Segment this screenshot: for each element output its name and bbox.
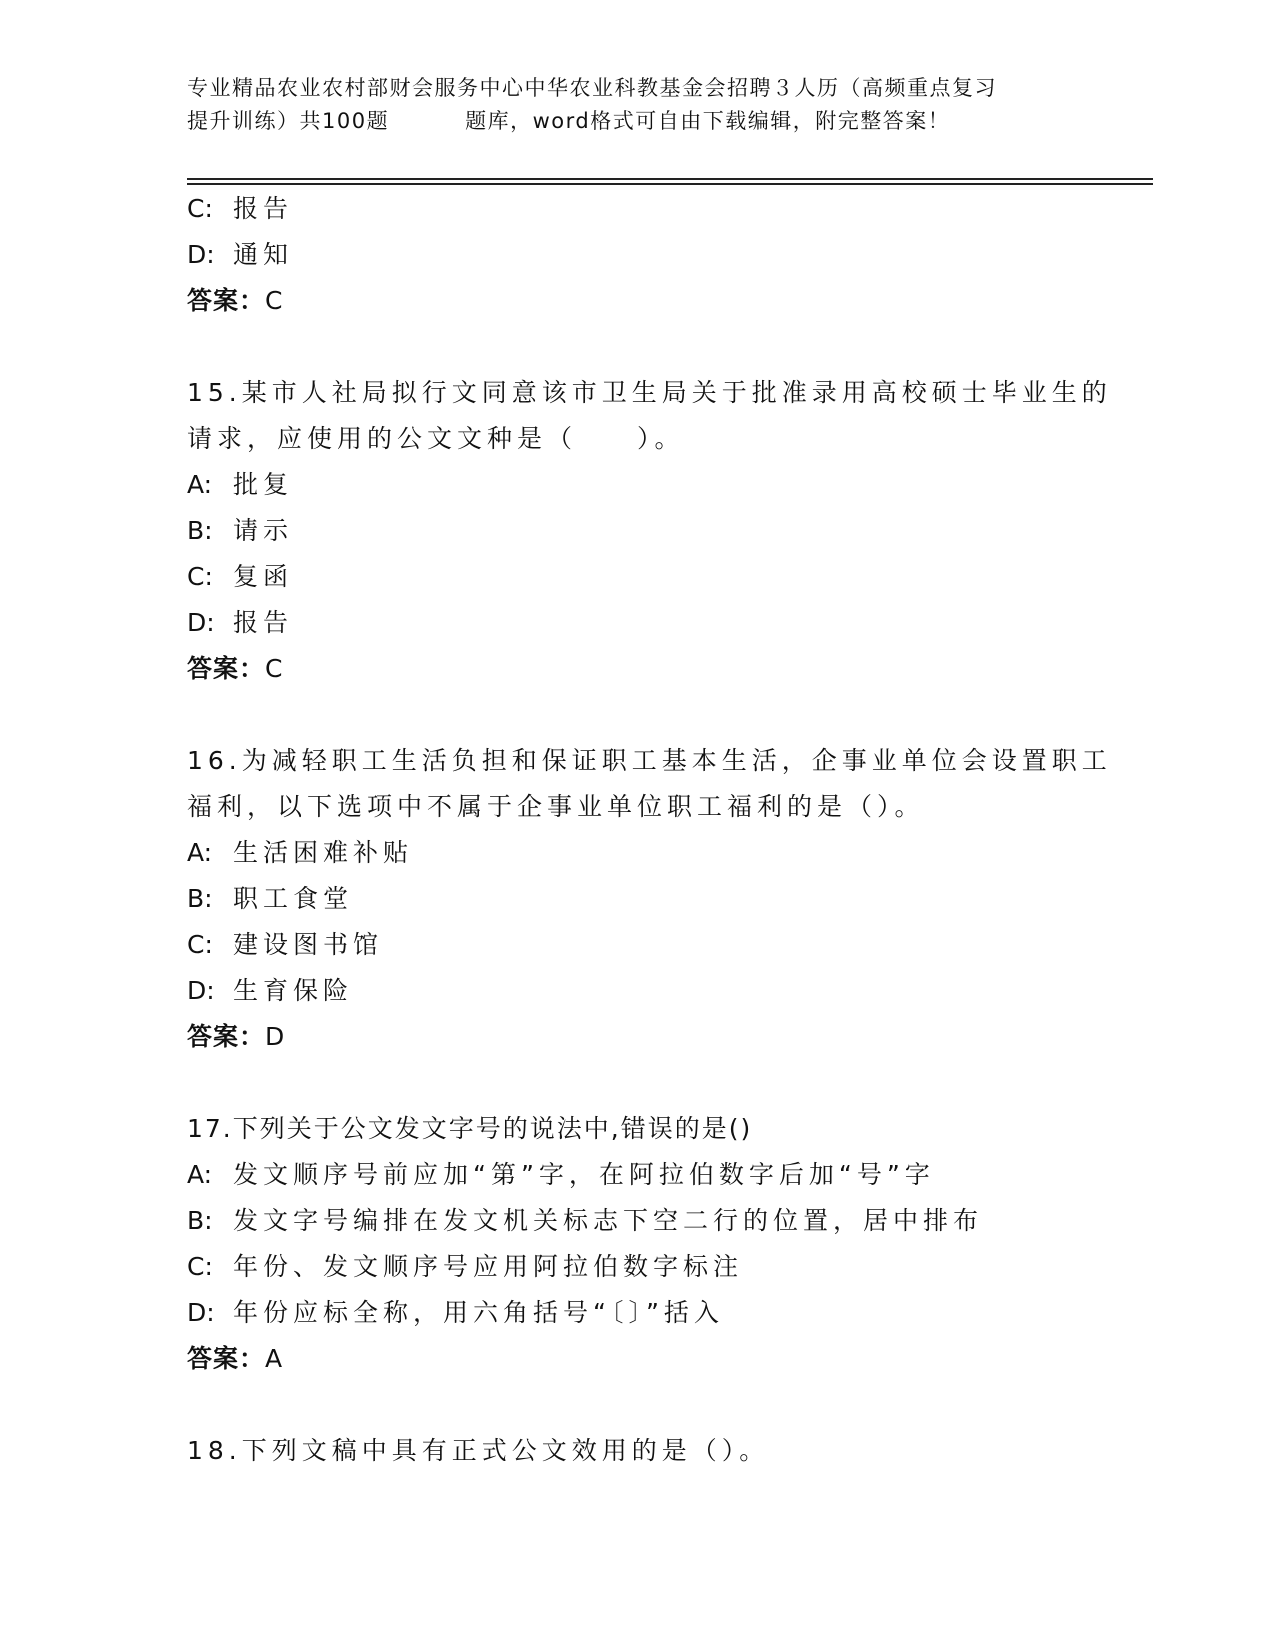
option-d: D: 年份应标全称，用六角括号“〔〕”括入 bbox=[187, 1298, 724, 1327]
question-text-line-1: 15.某市人社局拟行文同意该市卫生局关于批准录用高校硕士毕业生的 bbox=[187, 378, 1112, 407]
document-header bbox=[187, 72, 1087, 138]
option-d: D: 通知 bbox=[187, 240, 294, 269]
option-c: C: 报告 bbox=[187, 194, 294, 223]
question-text-line-1: 16.为减轻职工生活负担和保证职工基本生活，企事业单位会设置职工 bbox=[187, 746, 1112, 775]
question-15 bbox=[187, 370, 1112, 692]
answer-line: 答案：A bbox=[187, 1344, 284, 1373]
spacer bbox=[187, 1060, 1087, 1106]
option-b: B: 请示 bbox=[187, 516, 294, 545]
option-c: C: 建设图书馆 bbox=[187, 930, 384, 959]
answer-value: C bbox=[265, 654, 284, 683]
question-list bbox=[187, 186, 1112, 1474]
spacer bbox=[187, 324, 1087, 370]
spacer bbox=[187, 692, 1087, 738]
question-14-tail bbox=[187, 186, 1087, 324]
answer-value: C bbox=[265, 286, 284, 315]
question-17 bbox=[187, 1106, 1087, 1382]
question-16 bbox=[187, 738, 1112, 1060]
option-c: C: 复函 bbox=[187, 562, 294, 591]
question-18 bbox=[187, 1428, 1087, 1474]
option-b: B: 发文字号编排在发文机关标志下空二行的位置，居中排布 bbox=[187, 1206, 984, 1235]
option-d: D: 报告 bbox=[187, 608, 294, 637]
answer-value: A bbox=[265, 1344, 284, 1373]
header-rule-top bbox=[187, 178, 1153, 180]
option-b: B: 职工食堂 bbox=[187, 884, 354, 913]
option-c: C: 年份、发文顺序号应用阿拉伯数字标注 bbox=[187, 1252, 744, 1281]
question-text-line-2: 福利，以下选项中不属于企事业单位职工福利的是（）。 bbox=[187, 792, 925, 821]
header-line-2a: 提升训练）共100题 bbox=[187, 109, 390, 133]
answer-value: D bbox=[265, 1022, 286, 1051]
spacer bbox=[187, 1382, 1087, 1428]
option-a: A: 批复 bbox=[187, 470, 294, 499]
question-text-line-2: 请求，应使用的公文文种是（ ）。 bbox=[187, 424, 685, 453]
answer-line: 答案：D bbox=[187, 1022, 286, 1051]
answer-line: 答案：C bbox=[187, 654, 284, 683]
question-text-line-1: 17.下列关于公文发文字号的说法中,错误的是() bbox=[187, 1114, 753, 1143]
answer-line: 答案：C bbox=[187, 286, 284, 315]
question-text-line-1: 18.下列文稿中具有正式公文效用的是（）。 bbox=[187, 1436, 770, 1465]
header-line-2b: 题库，word格式可自由下载编辑，附完整答案！ bbox=[465, 109, 951, 133]
option-a: A: 发文顺序号前应加“第”字，在阿拉伯数字后加“号”字 bbox=[187, 1160, 935, 1189]
header-rule-bottom bbox=[187, 183, 1153, 185]
option-d: D: 生育保险 bbox=[187, 976, 354, 1005]
option-a: A: 生活困难补贴 bbox=[187, 838, 414, 867]
header-line-1: 专业精品农业农村部财会服务中心中华农业科教基金会招聘３人历（高频重点复习 bbox=[187, 76, 997, 100]
header-line-2 bbox=[187, 105, 1087, 138]
